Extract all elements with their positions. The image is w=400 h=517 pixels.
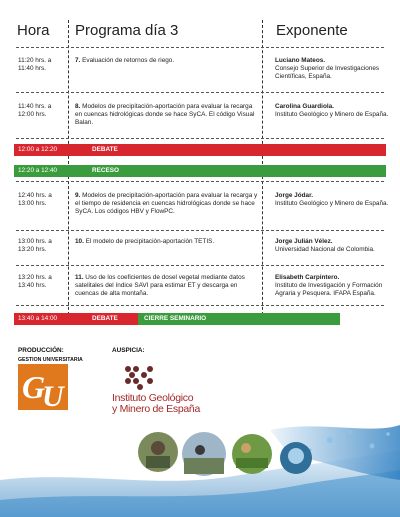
speaker-affiliation: Instituto de Investigación y Formación Agraria y Pesquera. IFAPA España. [275,282,383,298]
break-time: 12:20 a 12:40 [18,167,58,174]
auspicia-label: AUSPICIA: [112,347,145,354]
speaker-name: Jorge Julián Vélez. [275,238,333,245]
session-title [75,238,260,246]
session-title [75,103,260,128]
row-divider [16,265,384,266]
igme-logo-mark [120,363,160,393]
session-title [75,192,260,217]
speaker-affiliation: Instituto Geológico y Minero de España. [275,200,389,208]
closing-label: CIERRE SEMINARIO [144,315,207,322]
session-speaker [275,274,393,299]
header-hora: Hora [17,22,50,39]
svg-text:G: G [22,369,46,405]
session-title-text: Evaluación de retornos de riego. [80,57,175,64]
row-divider [16,305,384,306]
time-start: 12:40 hrs. a [18,192,52,199]
session-number: 10. [75,238,84,245]
time-start: 13:00 hrs. a [18,238,52,245]
session-title-text: Modelos de precipitación-aportación para evaluar la recarga en cuencas hidrológicas donde se hace SyCA. El código Visual Balan. [75,103,255,127]
debate-bar [14,144,386,156]
session-title [75,274,260,299]
session-time [18,192,68,208]
gu-logo-title: GESTION UNIVERSITARIA [18,357,83,363]
break-time: 12:00 a 12:20 [18,146,58,153]
igme-name [112,393,200,415]
header-exponente: Exponente [276,22,348,39]
session-speaker [275,57,393,82]
session-number: 8. [75,103,81,110]
speaker-affiliation: Consejo Superior de Investigaciones Científicas, España. [275,65,380,81]
row-divider [16,230,384,231]
session-time [18,57,68,73]
time-end: 12:00 hrs. [18,111,47,119]
speaker-name: Carolina Guardiola. [275,103,334,110]
time-start: 13:20 hrs. a [18,274,52,281]
break-label: DEBATE [92,315,118,322]
row-divider [16,138,384,139]
session-speaker [275,192,393,208]
igme-line-1: Instituto Geológico [112,392,194,404]
row-divider [16,181,384,182]
time-start: 11:40 hrs. a [18,103,52,110]
gu-logo-mark [18,364,76,416]
session-title [75,57,260,65]
time-end: 13:40 hrs. [18,282,47,290]
session-speaker [275,103,393,119]
closing-bar [14,313,386,325]
igme-line-2: y Minero de España [112,403,200,415]
gestion-universitaria-logo [18,357,83,415]
session-number: 7. [75,57,81,64]
session-number: 9. [75,192,81,199]
break-label: DEBATE [92,146,118,153]
session-time [18,274,68,290]
water-splash-art [0,420,400,517]
session-number: 11. [75,274,84,281]
igme-logo [112,363,222,423]
session-title-text: Uso de los coeficientes de dosel vegetal mediante datos satelitales del índice SAVI para estimar ET y descarga en cuencas de alta montaña. [75,274,245,298]
session-time [18,103,68,119]
speaker-name: Jorge Jódar. [275,192,314,199]
time-end: 11:40 hrs. [18,65,46,73]
speaker-name: Elisabeth Carpintero. [275,274,340,281]
session-title-text: Modelos de precipitación-aportación para evaluar la recarga y el tiempo de residencia en cuencas hidrológicas donde se hace SyCA. Los códigos HBV y FlowPC. [75,192,258,216]
speaker-affiliation: Universidad Nacional de Colombia. [275,246,375,254]
svg-text:U: U [42,380,64,413]
time-start: 11:20 hrs. a [18,57,52,64]
session-speaker [275,238,393,254]
row-divider [16,47,384,48]
time-end: 13:20 hrs. [18,246,47,254]
photo-circle [232,434,272,474]
speaker-name: Luciano Mateos. [275,57,326,64]
photo-circle [138,432,178,472]
photo-circle [182,432,226,476]
receso-bar [14,165,386,177]
header-programa: Programa día 3 [75,22,179,39]
break-label: RECESO [92,167,119,174]
speaker-affiliation: Instituto Geológico y Minero de España. [275,111,389,119]
break-time: 13:40 a 14:00 [18,315,58,322]
produccion-label: PRODUCCIÓN: [18,347,64,354]
session-time [18,238,68,254]
photo-circle [280,442,312,474]
schedule-header [0,0,400,48]
session-title-text: El modelo de precipitación-aportación TETIS. [83,238,215,245]
row-divider [16,92,384,93]
time-end: 13:00 hrs. [18,200,47,208]
